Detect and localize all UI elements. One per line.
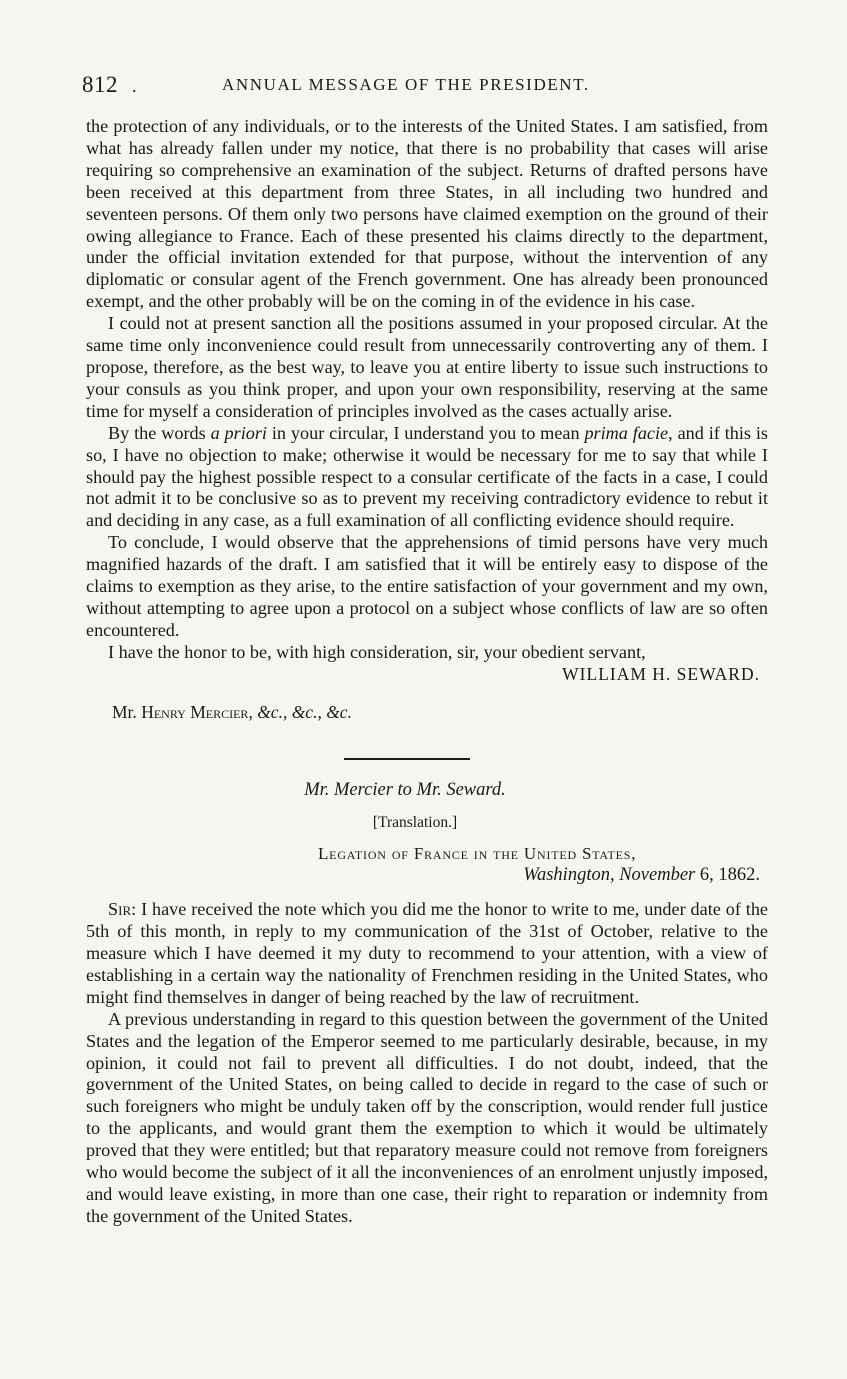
- letter-title: Mr. Mercier to Mr. Seward.: [304, 779, 506, 800]
- addressee-prefix: Mr.: [112, 701, 142, 722]
- translation-note: [Translation.]: [372, 814, 458, 832]
- addressee-name: Henry Mercier: [141, 701, 249, 722]
- page-number: 812: [82, 72, 118, 97]
- text-segment: in your circular, I understand you to mean: [267, 422, 585, 443]
- paragraph-circular: I could not at present sanction all the positions assumed in your proposed circular. At the same time only inconvenience could result from unnecessarily controverting any of them. I propose, therefore, as the best way, to leave you at entire liberty to issue such instructions to your consuls as you think proper, and upon your own responsibility, reserving at the same time for myself a consideration of principles involved as the cases actually arise.: [86, 313, 768, 421]
- closing-line: I have the honor to be, with high consideration, sir, your obedient servant,: [108, 641, 646, 662]
- italic-term: prima facie: [584, 422, 669, 443]
- page-body: [86, 116, 768, 1228]
- addressee: [112, 702, 768, 724]
- letter-paragraph-2: A previous understanding in regard to this question between the government of the United States and the legation of the Emperor seemed to me particularly desirable, because, in my opinion, it could not fail to prevent all difficulties. I do not doubt, indeed, that the government of the United States, on being called to decide in regard to the case of such or such foreigners who might be unduly taken off by the conscription, would render full justice to the applicants, and would grant them the exemption to which it would be ultimately proved that they were entitled; but that reparatory measure could not remove from foreigners who would become the subject of it all the inconveniences of an enrolment unjustly imposed, and would leave existing, in more than one case, their right to reparation or indemnity from the government of the United States.: [86, 1008, 768, 1226]
- text-segment: By the words: [108, 422, 211, 443]
- section-divider: [344, 758, 470, 760]
- italic-term: a priori: [210, 422, 267, 443]
- dateline: [86, 865, 760, 887]
- date-rest: 6, 1862.: [695, 865, 760, 886]
- addressee-suffix: , &c., &c., &c.: [248, 701, 352, 722]
- date-place: Washington, November: [523, 865, 696, 886]
- salutation: Sir:: [108, 899, 137, 920]
- text-segment: , and if this is so, I have no objection to make; otherwise it would be necessary for me to say that while I should pay the highest possible respect to a consular certificate of the facts in a case, I could not admit it to be conclusive so as to prevent my receiving contradictory evidence to rebut it and deciding in any case, as a full examination of all conflicting evidence should require.: [86, 422, 768, 531]
- paragraph-continued: the protection of any individuals, or to the interests of the United States. I am satisfied, from what has already fallen under my notice, that there is no probability that cases will arise requiring so comprehensive an examination of the subject. Returns of drafted persons have been received at this department from three States, in all including two hundred and seventeen persons. Of them only two persons have claimed exemption on the ground of their owing allegiance to France. Each of these presented his claims directly to the department, under the official invitation extended for that purpose, without the intervention of any diplomatic or consular agent of the French government. One has already been pronounced exempt, and the other probably will be on the coming in of the evidence in his case.: [86, 116, 768, 312]
- page-mark: .: [132, 76, 137, 96]
- paragraph-conclusion: To conclude, I would observe that the apprehensions of timid persons have very much magnified hazards of the draft. I am satisfied that it will be entirely easy to dispose of the claims to exemption as they arise, to the entire satisfaction of your government and my own, without attempting to agree upon a protocol on a subject whose conflicts of law are so often encountered.: [86, 532, 768, 640]
- letter-text: I have received the note which you did me the honor to write to me, under date of the 5th of this month, in reply to my communication of the 31st of October, relative to the measure which I have deemed it my duty to recommend to your attention, with a view of establishing in a certain way the nationality of Frenchmen residing in the United States, who might find themselves in danger of being reached by the law of recruitment.: [86, 899, 768, 1007]
- running-title: ANNUAL MESSAGE OF THE PRESIDENT.: [222, 75, 590, 94]
- paragraph-a-priori: [86, 423, 768, 533]
- legation-line: Legation of France in the United States,: [318, 844, 637, 864]
- letter-paragraph-1: [86, 899, 768, 1009]
- signature: WILLIAM H. SEWARD.: [562, 663, 760, 684]
